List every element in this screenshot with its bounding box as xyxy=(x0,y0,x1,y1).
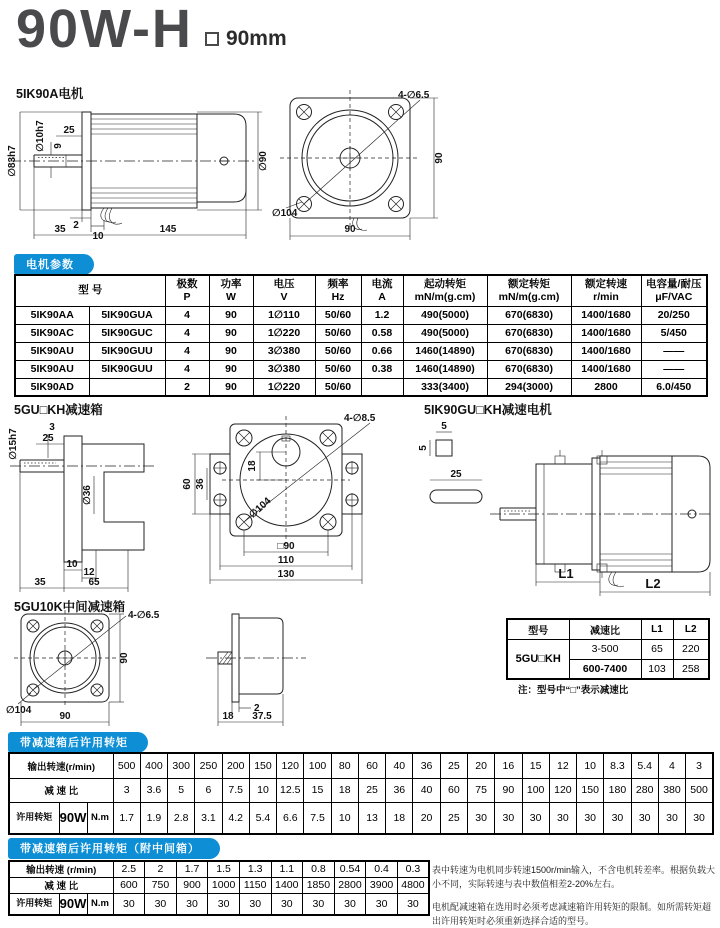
unit-label: N.m xyxy=(87,893,113,915)
cell: 900 xyxy=(176,877,208,893)
cell: 5IK90GUU xyxy=(89,360,165,378)
cell: 30 xyxy=(208,893,240,915)
cell: 30 xyxy=(113,893,145,915)
cell: 16 xyxy=(495,753,522,778)
col-header-rated-torque: 额定转矩 mN/m(g.cm) xyxy=(487,275,571,306)
dim-label: ∅104 xyxy=(272,208,298,219)
cell: 7.5 xyxy=(304,802,331,834)
dim-label: ∅83h7 xyxy=(7,145,18,177)
cell: 3 xyxy=(113,778,140,802)
gear-row xyxy=(507,639,709,659)
dim-label: 9 xyxy=(53,143,64,149)
cell: 10 xyxy=(331,802,358,834)
cell: 30 xyxy=(658,802,685,834)
dim-label: ∅104 xyxy=(247,495,274,521)
cell: 120 xyxy=(277,753,304,778)
cell: —— xyxy=(641,342,707,360)
cell: 220 xyxy=(673,639,709,659)
cell: 6.6 xyxy=(277,802,304,834)
row-label-torque: 许用转矩 xyxy=(9,802,59,834)
torque1-badge: 带减速箱后许用转矩 xyxy=(8,732,148,753)
cell: 1850 xyxy=(303,877,335,893)
cell: 4 xyxy=(658,753,685,778)
cell: 1400/1680 xyxy=(571,342,641,360)
dim-label: 18 xyxy=(247,460,258,472)
page-title: 90W-H xyxy=(16,0,193,59)
dim-label: 5 xyxy=(418,445,429,451)
cell: 5IK90GUC xyxy=(89,324,165,342)
cell: 12.5 xyxy=(277,778,304,802)
cell: 36 xyxy=(386,778,413,802)
cell: 5IK90AC xyxy=(15,324,89,342)
cell: 5 xyxy=(168,778,195,802)
row-label-output-speed: 输出转速(r/min) xyxy=(9,753,113,778)
gear-ratio-table xyxy=(506,618,710,680)
cell: 250 xyxy=(195,753,222,778)
dim-label: 2 xyxy=(73,220,79,231)
dim-label: 18 xyxy=(222,711,234,722)
midbox-drawing xyxy=(6,610,316,732)
cell: 600 xyxy=(113,877,145,893)
cell: 3-500 xyxy=(569,639,641,659)
cell: 2 xyxy=(165,378,209,396)
gear-model: 5GU□KH xyxy=(507,639,569,679)
cell: 5IK90GUA xyxy=(89,306,165,324)
output-speed-row xyxy=(9,753,713,778)
unit-label: N.m xyxy=(87,802,113,834)
cell: 3 xyxy=(686,753,713,778)
cell: 30 xyxy=(334,893,366,915)
cell: 1.1 xyxy=(271,861,303,877)
cell: 3.1 xyxy=(195,802,222,834)
cell: 30 xyxy=(239,893,271,915)
params-header-row xyxy=(15,275,707,306)
square-frame-icon xyxy=(205,32,219,46)
footnotes xyxy=(432,864,716,928)
cell: 1400/1680 xyxy=(571,306,641,324)
cell: 75 xyxy=(467,778,494,802)
cell: 0.58 xyxy=(361,324,403,342)
cell: 333(3400) xyxy=(403,378,487,396)
params-row xyxy=(15,306,707,324)
cell: 100 xyxy=(304,753,331,778)
cell: 490(5000) xyxy=(403,306,487,324)
cell: 5IK90AA xyxy=(15,306,89,324)
cell: 500 xyxy=(686,778,713,802)
dim-label: 25 xyxy=(42,433,54,444)
ratio-row xyxy=(9,877,429,893)
cell: 50/60 xyxy=(315,324,361,342)
cell: 40 xyxy=(386,753,413,778)
cell: 12 xyxy=(549,753,576,778)
dim-label: 90 xyxy=(344,224,356,235)
cell: 25 xyxy=(440,802,467,834)
gearbox-front-view-drawing xyxy=(182,412,392,594)
cell: 30 xyxy=(604,802,631,834)
cell: 2800 xyxy=(334,877,366,893)
cell: 7.5 xyxy=(222,778,249,802)
cell: 30 xyxy=(176,893,208,915)
dim-label: ∅104 xyxy=(6,705,32,716)
cell: 50/60 xyxy=(315,360,361,378)
cell: 30 xyxy=(549,802,576,834)
cell: 50/60 xyxy=(315,342,361,360)
row-label-output-speed: 输出转速 (r/min) xyxy=(9,861,113,877)
cell: 258 xyxy=(673,659,709,679)
cell: 3∅380 xyxy=(253,342,315,360)
motor-params-badge: 电机参数 xyxy=(14,254,94,275)
cell: 90 xyxy=(209,324,253,342)
cell: 1.7 xyxy=(176,861,208,877)
cell: 90 xyxy=(209,342,253,360)
cell: 36 xyxy=(413,753,440,778)
col-header-power: 功率 W xyxy=(209,275,253,306)
cell: 120 xyxy=(549,778,576,802)
cell: 0.3 xyxy=(397,861,429,877)
cell: 180 xyxy=(604,778,631,802)
cell: 0.4 xyxy=(366,861,398,877)
cell: 25 xyxy=(440,753,467,778)
cell: 490(5000) xyxy=(403,324,487,342)
dim-label: 3 xyxy=(49,422,55,433)
col-header-current: 电流 A xyxy=(361,275,403,306)
col-header-ratio: 减速比 xyxy=(569,619,641,639)
dim-label: 35 xyxy=(54,224,66,235)
col-header-model: 型 号 xyxy=(15,275,165,306)
cell: 13 xyxy=(358,802,385,834)
cell: 30 xyxy=(522,802,549,834)
cell: 25 xyxy=(358,778,385,802)
cell: 90 xyxy=(209,360,253,378)
dim-label: 4-∅8.5 xyxy=(344,413,376,424)
cell: 50/60 xyxy=(315,306,361,324)
cell: 380 xyxy=(658,778,685,802)
motor-section-label: 5IK90A电机 xyxy=(16,87,84,101)
cell: 1400/1680 xyxy=(571,360,641,378)
cell: 30 xyxy=(366,893,398,915)
cell: 600-7400 xyxy=(569,659,641,679)
cell: 300 xyxy=(168,753,195,778)
dim-label: 65 xyxy=(88,577,100,588)
cell: 1460(14890) xyxy=(403,342,487,360)
cell: 90 xyxy=(209,378,253,396)
dim-label: 10 xyxy=(92,231,104,242)
gearbox-section-label: 5GU□KH减速箱 xyxy=(14,403,103,417)
cell: 150 xyxy=(577,778,604,802)
dim-label: 145 xyxy=(159,224,177,235)
cell: 2800 xyxy=(571,378,641,396)
dim-label: □90 xyxy=(277,541,295,552)
dim-label: 12 xyxy=(83,567,95,578)
dim-label: 4-∅6.5 xyxy=(128,610,160,621)
cell: 5IK90AU xyxy=(15,360,89,378)
cell: 5IK90GUU xyxy=(89,342,165,360)
cell: 5.4 xyxy=(249,802,276,834)
col-header-start-torque: 起动转矩 mN/m(g.cm) xyxy=(403,275,487,306)
cell: 3900 xyxy=(366,877,398,893)
cell: 3∅380 xyxy=(253,360,315,378)
torque2-badge: 带减速箱后许用转矩（附中间箱） xyxy=(8,838,220,859)
cell: 1000 xyxy=(208,877,240,893)
dim-label: 60 xyxy=(182,478,193,490)
cell: 670(6830) xyxy=(487,324,571,342)
cell: 20/250 xyxy=(641,306,707,324)
cell: 0.54 xyxy=(334,861,366,877)
cell: 40 xyxy=(413,778,440,802)
params-row xyxy=(15,378,707,396)
cell: 30 xyxy=(467,802,494,834)
row-label-ratio: 减 速 比 xyxy=(9,877,113,893)
cell: 50/60 xyxy=(315,378,361,396)
dim-label: 90 xyxy=(59,711,71,722)
cell: 1.5 xyxy=(208,861,240,877)
cell: 30 xyxy=(397,893,429,915)
cell: 8.3 xyxy=(604,753,631,778)
cell: 1.7 xyxy=(113,802,140,834)
dim-label: 25 xyxy=(63,125,75,136)
cell: 0.38 xyxy=(361,360,403,378)
cell: 18 xyxy=(386,802,413,834)
cell: 5.4 xyxy=(631,753,658,778)
output-speed-row xyxy=(9,861,429,877)
cell: 280 xyxy=(631,778,658,802)
cell xyxy=(89,378,165,396)
cell: 1∅220 xyxy=(253,324,315,342)
cell: 5/450 xyxy=(641,324,707,342)
cell: 90 xyxy=(209,306,253,324)
cell: 4 xyxy=(165,306,209,324)
dim-label: ∅36 xyxy=(82,485,93,505)
cell: 30 xyxy=(271,893,303,915)
params-row xyxy=(15,324,707,342)
cell: 2.5 xyxy=(113,861,145,877)
dim-label: 35 xyxy=(34,577,46,588)
footnote-speed: 表中转速为电机同步转速1500r/min输入，不含电机转差率。根据负载大小不同，实际转速与表中数值相差2-20%左右。 xyxy=(432,865,716,889)
cell: 15 xyxy=(522,753,549,778)
cell: 30 xyxy=(631,802,658,834)
cell: 294(3000) xyxy=(487,378,571,396)
params-row xyxy=(15,342,707,360)
row-label-torque: 许用转矩 xyxy=(9,893,59,915)
cell: 103 xyxy=(641,659,673,679)
dim-label: 36 xyxy=(195,478,206,490)
midbox-section-label: 5GU10K中间减速箱 xyxy=(14,600,126,614)
cell: 750 xyxy=(145,877,177,893)
cell: 5IK90AD xyxy=(15,378,89,396)
torque-table-intermediate xyxy=(8,860,430,916)
cell: 4 xyxy=(165,324,209,342)
dim-label: 25 xyxy=(450,469,462,480)
cell: 4.2 xyxy=(222,802,249,834)
row-label-ratio: 减 速 比 xyxy=(9,778,113,802)
cell: 30 xyxy=(495,802,522,834)
dim-label: 4-∅6.5 xyxy=(398,90,430,101)
col-header-poles: 极数 P xyxy=(165,275,209,306)
cell: 65 xyxy=(641,639,673,659)
cell: 90 xyxy=(495,778,522,802)
cell: 670(6830) xyxy=(487,306,571,324)
dim-label: L2 xyxy=(645,576,661,591)
torque-row xyxy=(9,893,429,915)
power-label: 90W xyxy=(59,802,87,834)
dim-label: ∅15h7 xyxy=(8,428,19,460)
dim-label: 90 xyxy=(434,152,445,164)
cell: 6.0/450 xyxy=(641,378,707,396)
cell: 30 xyxy=(303,893,335,915)
cell: 150 xyxy=(249,753,276,778)
cell: 60 xyxy=(440,778,467,802)
cell: 1400/1680 xyxy=(571,324,641,342)
cell: 3.6 xyxy=(140,778,167,802)
cell: 1∅110 xyxy=(253,306,315,324)
cell: 30 xyxy=(686,802,713,834)
dim-label: 130 xyxy=(277,569,295,580)
dim-label: 2 xyxy=(254,703,260,714)
cell: 4800 xyxy=(397,877,429,893)
cell: 30 xyxy=(577,802,604,834)
cell: 200 xyxy=(222,753,249,778)
cell xyxy=(361,378,403,396)
cell: 1460(14890) xyxy=(403,360,487,378)
cell: 15 xyxy=(304,778,331,802)
col-header-capacitance: 电容量/耐压 μF/VAC xyxy=(641,275,707,306)
frame-size xyxy=(205,27,287,55)
dim-label: 5 xyxy=(441,421,447,432)
cell: 1.3 xyxy=(239,861,271,877)
torque-table xyxy=(8,752,714,835)
dim-label: 110 xyxy=(277,555,295,566)
cell: 10 xyxy=(577,753,604,778)
cell: 0.8 xyxy=(303,861,335,877)
cell: 4 xyxy=(165,360,209,378)
cell: 1.2 xyxy=(361,306,403,324)
params-row xyxy=(15,360,707,378)
cell: 1400 xyxy=(271,877,303,893)
cell: 20 xyxy=(413,802,440,834)
gear-table-note: 注：型号中“□”表示减速比 xyxy=(518,685,629,696)
gearmotor-section-label: 5IK90GU□KH减速电机 xyxy=(424,403,552,417)
cell: 20 xyxy=(467,753,494,778)
col-header-frequency: 频率 Hz xyxy=(315,275,361,306)
cell: 670(6830) xyxy=(487,360,571,378)
power-label: 90W xyxy=(59,893,87,915)
cell: 670(6830) xyxy=(487,342,571,360)
dim-label: L1 xyxy=(558,566,574,581)
motor-side-view-drawing xyxy=(6,96,271,244)
col-header-rated-speed: 额定转速 r/min xyxy=(571,275,641,306)
dim-label: 90 xyxy=(119,652,130,664)
footnote-torque: 电机配减速箱在选用时必须考虑减速箱许用转矩的限制。如所需转矩超出许用转矩时必须重新选择合适的型号。 xyxy=(432,902,712,926)
cell: 80 xyxy=(331,753,358,778)
cell: 400 xyxy=(140,753,167,778)
cell: 5IK90AU xyxy=(15,342,89,360)
cell: 1150 xyxy=(239,877,271,893)
title-block xyxy=(16,0,287,59)
cell: 0.66 xyxy=(361,342,403,360)
col-header-voltage: 电压 V xyxy=(253,275,315,306)
dim-label: 37.5 xyxy=(252,711,272,722)
gearmotor-drawing xyxy=(420,414,712,596)
gearbox-side-view-drawing xyxy=(6,414,181,594)
col-header-model: 型号 xyxy=(507,619,569,639)
motor-params-table xyxy=(14,274,708,397)
cell: 1∅220 xyxy=(253,378,315,396)
cell: 4 xyxy=(165,342,209,360)
gear-header-row xyxy=(507,619,709,639)
dim-label: ∅10h7 xyxy=(35,120,46,152)
dim-label: 10 xyxy=(66,559,78,570)
cell: 10 xyxy=(249,778,276,802)
col-header-l2: L2 xyxy=(673,619,709,639)
cell: 100 xyxy=(522,778,549,802)
col-header-l1: L1 xyxy=(641,619,673,639)
ratio-row xyxy=(9,778,713,802)
motor-front-view-drawing xyxy=(272,90,467,246)
dim-label: ∅90 xyxy=(258,151,269,171)
frame-size-label: 90mm xyxy=(225,27,287,51)
cell: 500 xyxy=(113,753,140,778)
cell: 1.9 xyxy=(140,802,167,834)
cell: 2.8 xyxy=(168,802,195,834)
cell: 60 xyxy=(358,753,385,778)
cell: 30 xyxy=(145,893,177,915)
cell: 2 xyxy=(145,861,177,877)
torque-row xyxy=(9,802,713,834)
cell: 18 xyxy=(331,778,358,802)
cell: —— xyxy=(641,360,707,378)
cell: 6 xyxy=(195,778,222,802)
